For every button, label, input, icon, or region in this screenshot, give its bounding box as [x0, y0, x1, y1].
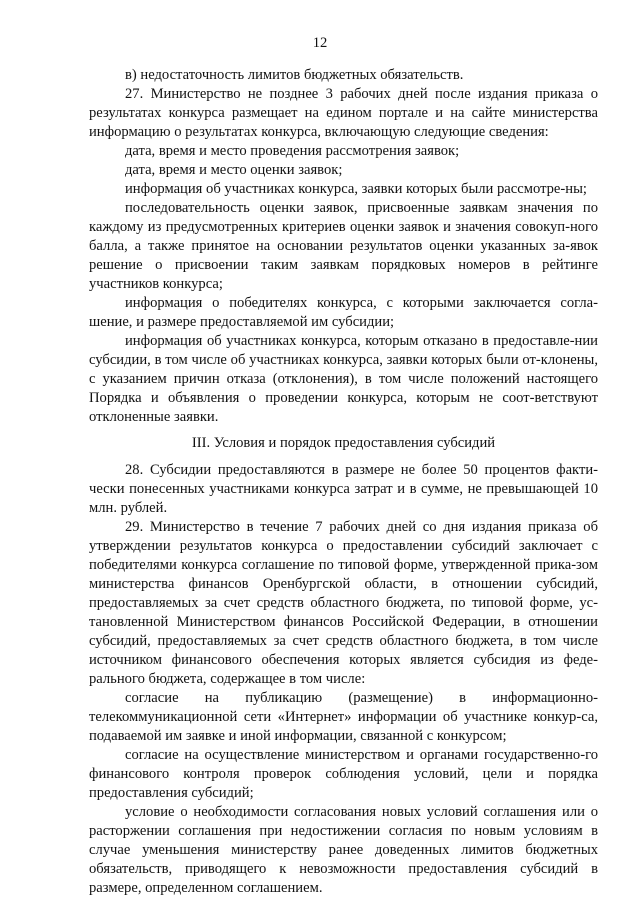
paragraph: последовательность оценки заявок, присвоенные заявкам значения по каждому из предусмотренных критериев оценки заявок и значения совокуп-ного балла, а также принятое на основании результатов оценки указанных за-явок решение о присвоении таким заявкам порядковых номеров в рейтинге участников конкурса; [89, 200, 598, 292]
paragraph: согласие на публикацию (размещение) в информационно-телекоммуникационной сети «Интернет» информации об участнике конкур-са, подаваемой им заявке и иной информации, связанной с конкурсом; [89, 690, 598, 744]
paragraph: информация об участниках конкурса, заявки которых были рассмотре-ны; [125, 181, 587, 197]
paragraph: 27. Министерство не позднее 3 рабочих дней после издания приказа о результатах конкурса размещает на едином портале и на сайте министерства информацию о результатах конкурса, включающую следующие сведения: [89, 86, 598, 140]
paragraph: 28. Субсидии предоставляются в размере не более 50 процентов факти-чески понесенных участниками конкурса затрат и в сумме, не превышающей 10 млн. рублей. [89, 462, 598, 516]
paragraph: согласие на осуществление министерством и органами государственно-го финансового контроля проверок соблюдения условий, цели и порядка предоставления субсидий; [89, 747, 598, 801]
paragraph: информация об участниках конкурса, которым отказано в предоставле-нии субсидии, в том числе об участниках конкурса, заявки которых были от-клонены, с указанием причин отказа (отклонения), в том числе положений настоящего Порядка и объявления о проведении конкурса, которым не соот-ветствуют отклоненные заявки. [89, 333, 598, 425]
paragraph: информация о победителях конкурса, с которыми заключается согла-шение, и размере предоставляемой им субсидии; [89, 295, 598, 330]
paragraph: в) недостаточность лимитов бюджетных обязательств. [125, 67, 464, 83]
page-number: 12 [312, 35, 328, 51]
paragraph: условие о необходимости согласования новых условий соглашения или о расторжении соглашения при недостижении согласия по новым условиям в случае уменьшения министерству ранее доведенных лимитов бюджетных обязательств, приводящего к невозможности предоставления субсидий в размере, определенном соглашением. [89, 804, 598, 896]
paragraph: 29. Министерство в течение 7 рабочих дней со дня издания приказа об утверждении результатов конкурса о предоставлении субсидий заключает с победителями конкурса соглашение по типовой форме, утвержденной прика-зом министерства финансов Оренбургской области, в отношении субсидий, предоставляемых за счет средств областного бюджета, по типовой форме, ус-тановленной Министерством финансов Российской Федерации, в отношении субсидий, предоставляемых за счет средств областного бюджета, в том числе источником финансового обеспечения которых является субсидия из феде-рального бюджета, содержащее в том числе: [89, 519, 598, 687]
paragraph: дата, время и место оценки заявок; [125, 162, 343, 178]
section-heading: III. Условия и порядок предоставления субсидий [191, 435, 496, 451]
document-body [89, 66, 598, 898]
paragraph: дата, время и место проведения рассмотрения заявок; [125, 143, 460, 159]
